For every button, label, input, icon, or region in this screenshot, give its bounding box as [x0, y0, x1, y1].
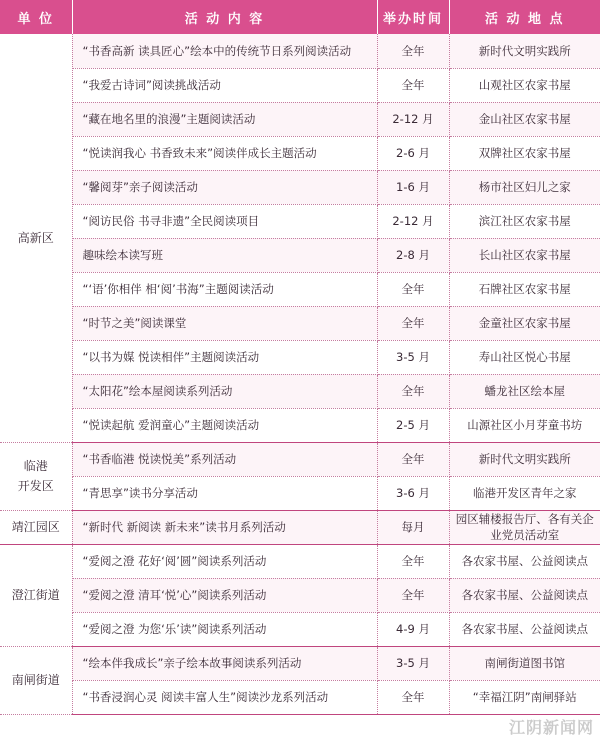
activity-cell: “以书为媒 悦读相伴”主题阅读活动 [72, 340, 377, 374]
table-row [0, 646, 600, 680]
activity-cell: “馨阅芽”亲子阅读活动 [72, 170, 377, 204]
location-cell: 各农家书屋、公益阅读点 [449, 544, 600, 578]
activity-cell: “太阳花”绘本屋阅读系列活动 [72, 374, 377, 408]
table-row [0, 408, 600, 442]
location-cell: 山源社区小月芽童书坊 [449, 408, 600, 442]
table-row [0, 102, 600, 136]
activity-cell: “悦读起航 爱润童心”主题阅读活动 [72, 408, 377, 442]
header-location: 活 动 地 点 [449, 0, 600, 34]
time-cell: 全年 [377, 272, 449, 306]
time-cell: 2-12 月 [377, 204, 449, 238]
table-row [0, 680, 600, 714]
location-cell: 新时代文明实践所 [449, 34, 600, 68]
activity-cell: “新时代 新阅读 新未来”读书月系列活动 [72, 510, 377, 544]
unit-cell: 南闸街道 [0, 646, 72, 714]
location-cell: 寿山社区悦心书屋 [449, 340, 600, 374]
activity-cell: “爱阅之澄 为您‘乐’读”阅读系列活动 [72, 612, 377, 646]
table-row [0, 612, 600, 646]
activity-cell: “‘语’你相伴 相‘阅’书海”主题阅读活动 [72, 272, 377, 306]
table-row [0, 476, 600, 510]
activity-cell: “悦读润我心 书香致未来”阅读伴成长主题活动 [72, 136, 377, 170]
location-cell: 金山社区农家书屋 [449, 102, 600, 136]
header-content: 活 动 内 容 [72, 0, 377, 34]
table-row [0, 578, 600, 612]
table-row [0, 306, 600, 340]
time-cell: 3-6 月 [377, 476, 449, 510]
time-cell: 2-12 月 [377, 102, 449, 136]
table-row [0, 272, 600, 306]
table-row [0, 544, 600, 578]
unit-cell: 靖江园区 [0, 510, 72, 544]
location-cell: 各农家书屋、公益阅读点 [449, 578, 600, 612]
location-cell: 长山社区农家书屋 [449, 238, 600, 272]
header-unit: 单 位 [0, 0, 72, 34]
activity-cell: “书香临港 悦读悦美”系列活动 [72, 442, 377, 476]
table-row [0, 374, 600, 408]
table-body [0, 34, 600, 714]
watermark: 江阴新闻网 [508, 718, 594, 737]
time-cell: 全年 [377, 306, 449, 340]
location-cell: 金童社区农家书屋 [449, 306, 600, 340]
activity-cell: “爱阅之澄 清耳‘悦’心”阅读系列活动 [72, 578, 377, 612]
time-cell: 3-5 月 [377, 340, 449, 374]
time-cell: 全年 [377, 374, 449, 408]
activity-cell: “时节之美”阅读课堂 [72, 306, 377, 340]
location-cell: 杨市社区妇儿之家 [449, 170, 600, 204]
table-row [0, 34, 600, 68]
header-time: 举办时间 [377, 0, 449, 34]
table-row [0, 510, 600, 544]
table-row [0, 170, 600, 204]
location-cell: 蟠龙社区绘本屋 [449, 374, 600, 408]
activity-cell: 趣味绘本读写班 [72, 238, 377, 272]
location-cell: 临港开发区青年之家 [449, 476, 600, 510]
table-row [0, 204, 600, 238]
unit-cell: 澄江街道 [0, 544, 72, 646]
time-cell: 全年 [377, 68, 449, 102]
location-cell: 新时代文明实践所 [449, 442, 600, 476]
location-cell: 滨江社区农家书屋 [449, 204, 600, 238]
table-header-row [0, 0, 600, 34]
time-cell: 全年 [377, 544, 449, 578]
table-row [0, 238, 600, 272]
table-row [0, 442, 600, 476]
time-cell: 每月 [377, 510, 449, 544]
activity-cell: “我爱古诗词”阅读挑战活动 [72, 68, 377, 102]
activity-cell: “青思享”读书分享活动 [72, 476, 377, 510]
time-cell: 1-6 月 [377, 170, 449, 204]
location-cell: 山观社区农家书屋 [449, 68, 600, 102]
activity-cell: “书香浸润心灵 阅读丰富人生”阅读沙龙系列活动 [72, 680, 377, 714]
time-cell: 4-9 月 [377, 612, 449, 646]
location-cell: “幸福江阴”南闸驿站 [449, 680, 600, 714]
location-cell: 双牌社区农家书屋 [449, 136, 600, 170]
activity-cell: “阅访民俗 书寻非遗”全民阅读项目 [72, 204, 377, 238]
activity-cell: “爱阅之澄 花好‘阅’圆”阅读系列活动 [72, 544, 377, 578]
activity-cell: “绘本伴我成长”亲子绘本故事阅读系列活动 [72, 646, 377, 680]
table-row [0, 136, 600, 170]
location-cell: 各农家书屋、公益阅读点 [449, 612, 600, 646]
time-cell: 2-6 月 [377, 136, 449, 170]
location-cell: 南闸街道图书馆 [449, 646, 600, 680]
time-cell: 全年 [377, 34, 449, 68]
activity-cell: “藏在地名里的浪漫”主题阅读活动 [72, 102, 377, 136]
unit-cell: 临港 开发区 [0, 442, 72, 510]
location-cell: 石牌社区农家书屋 [449, 272, 600, 306]
unit-cell: 高新区 [0, 34, 72, 442]
table-row [0, 68, 600, 102]
time-cell: 3-5 月 [377, 646, 449, 680]
table-row [0, 340, 600, 374]
time-cell: 全年 [377, 442, 449, 476]
time-cell: 2-8 月 [377, 238, 449, 272]
time-cell: 全年 [377, 680, 449, 714]
location-cell: 园区辅楼报告厅、各有关企业党员活动室 [449, 510, 600, 544]
time-cell: 全年 [377, 578, 449, 612]
activity-cell: “书香高新 读具匠心”绘本中的传统节日系列阅读活动 [72, 34, 377, 68]
time-cell: 2-5 月 [377, 408, 449, 442]
